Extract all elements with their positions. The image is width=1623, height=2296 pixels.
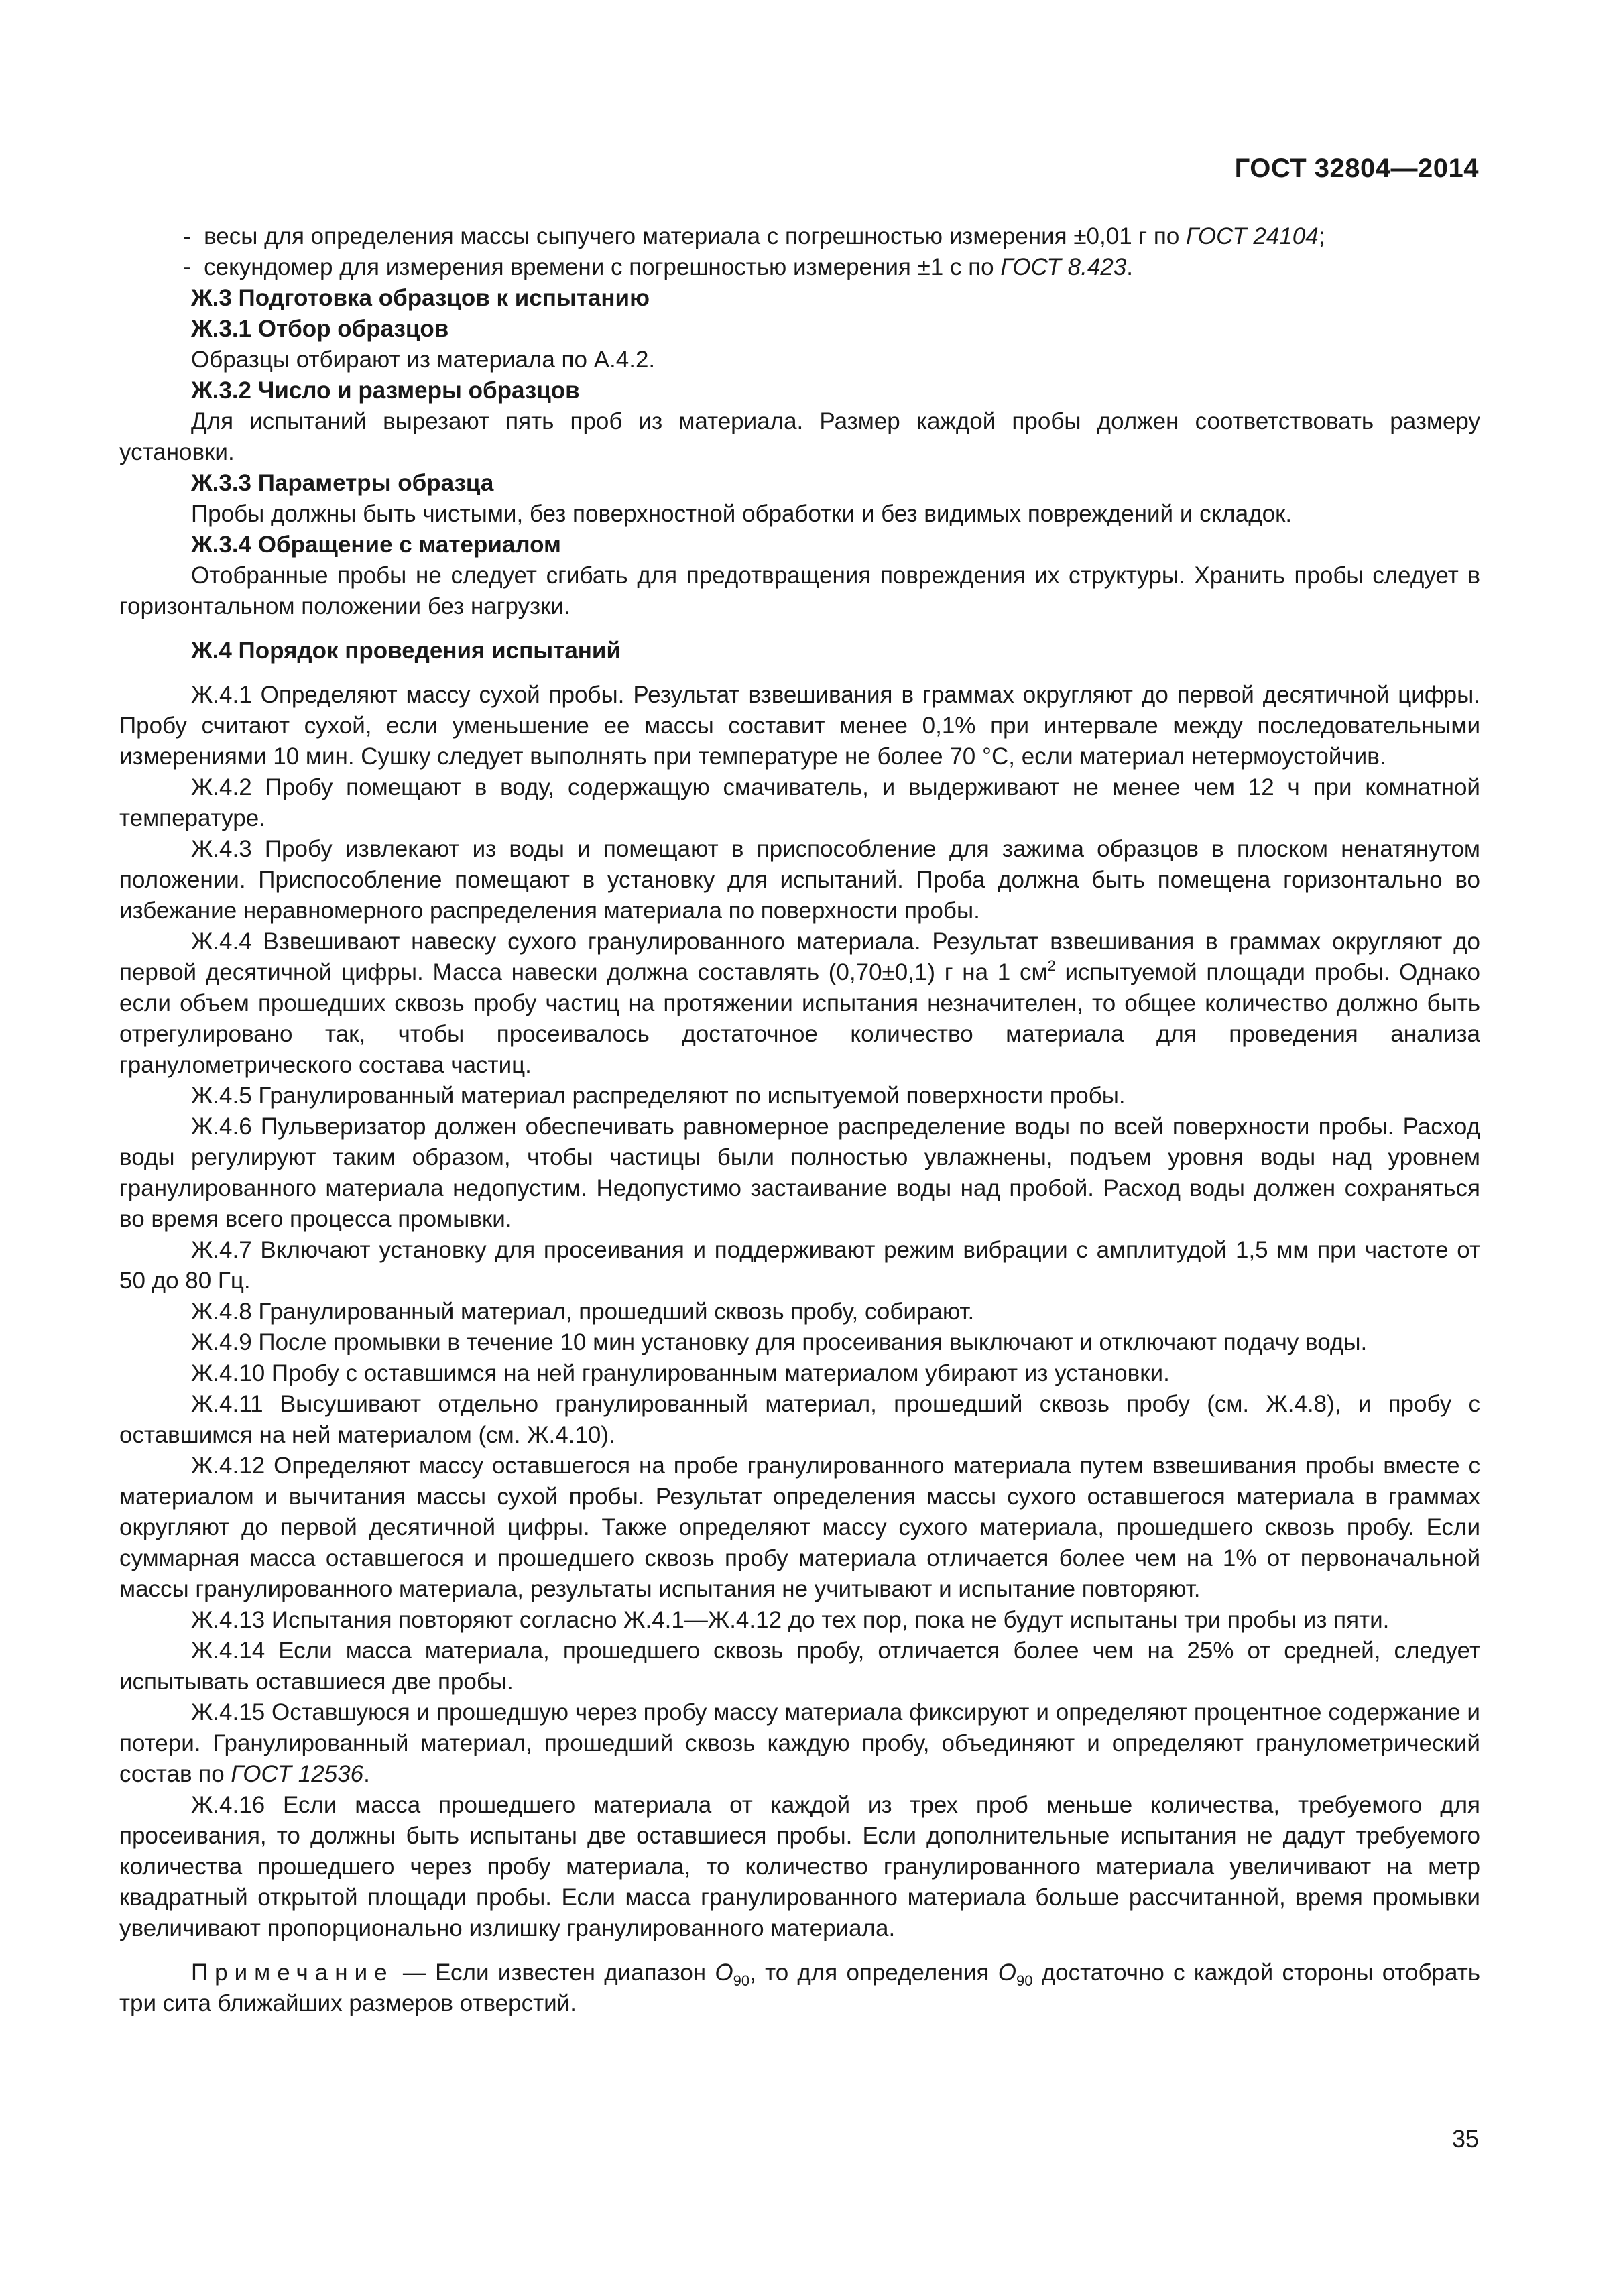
standard-reference: ГОСТ 8.423 [1000, 254, 1127, 280]
paragraph: Ж.4.9 После промывки в течение 10 мин установку для просеивания выключают и отключают подачу воды. [191, 1329, 1368, 1355]
note: Примечание — Если известен диапазон $O_{90}$, то для определения $O_{90}$ достаточно с каждой стороны отобрать три сита ближайших размеров отверстий. [119, 1959, 1480, 2016]
note-label: Примечание [191, 1959, 394, 1986]
paragraph: Ж.4.8 Гранулированный материал, прошедший сквозь пробу, собирают. [191, 1298, 975, 1325]
paragraph: Ж.4.11 Высушивают отдельно гранулированный материал, прошедший сквозь пробу (см. Ж.4.8), и пробу с оставшимся на ней материалом (см. Ж.4.10). [119, 1391, 1480, 1448]
standard-reference: ГОСТ 24104 [1186, 223, 1319, 249]
section-heading: Ж.4 Порядок проведения испытаний [191, 638, 621, 664]
paragraph: Ж.4.15 Оставшуюся и прошедшую через пробу массу материала фиксируют и определяют процентное содержание и потери. Гранулированный материал, прошедший сквозь каждую пробу, объединяют и определяют гранулометрический состав по ГОСТ 12536. [119, 1699, 1480, 1787]
paragraph: Для испытаний вырезают пять проб из материала. Размер каждой пробы должен соответствовать размеру установки. [119, 408, 1480, 465]
document-header: ГОСТ 32804—2014 [1234, 154, 1479, 183]
list-item: - весы для определения массы сыпучего материала с погрешностью измерения ±0,01 г по ГОСТ 24104; [183, 223, 1325, 249]
section-heading: Ж.3.3 Параметры образца [191, 470, 494, 496]
paragraph: Ж.4.16 Если масса прошедшего материала от каждой из трех проб меньше количества, требуемого для просеивания, то должны быть испытаны две оставшиеся пробы. Если дополнительные испытания не дадут требуемого количества прошедшего через пробу материала, то количество гранулированного материала увеличивают на метр квадратный открытой площади пробы. Если масса гранулированного материала больше рассчитанной, время промывки увеличивают пропорционально излишку гранулированного материала. [119, 1792, 1480, 1941]
paragraph: Ж.4.12 Определяют массу оставшегося на пробе гранулированного материала путем взвешивания пробы вместе с материалом и вычитания массы сухой пробы. Результат определения массы сухого оставшегося материала в граммах округляют до первой десятичной цифры. Также определяют массу сухого материала, прошедшего сквозь пробу. Если суммарная масса оставшегося и прошедшего сквозь пробу материала отличается более чем на 1% от первоначальной массы гранулированного материала, результаты испытания не учитывают и испытание повторяют. [119, 1453, 1480, 1602]
paragraph: Ж.4.7 Включают установку для просеивания и поддерживают режим вибрации с амплитудой 1,5 мм при частоте от 50 до 80 Гц. [119, 1237, 1480, 1294]
paragraph: Ж.4.3 Пробу извлекают из воды и помещают в приспособление для зажима образцов в плоском ненатянутом положении. Приспособление помещают в установку для испытаний. Проба должна быть помещена горизонтально во избежание неравномерного распределения материала по поверхности пробы. [119, 836, 1480, 924]
paragraph: Отобранные пробы не следует сгибать для предотвращения повреждения их структуры. Хранить пробы следует в горизонтальном положении без нагрузки. [119, 562, 1480, 619]
standard-reference: ГОСТ 12536 [231, 1761, 364, 1787]
paragraph: Ж.4.14 Если масса материала, прошедшего сквозь пробу, отличается более чем на 25% от средней, следует испытывать оставшиеся две пробы. [119, 1638, 1480, 1695]
list-item: - секундомер для измерения времени с погрешностью измерения ±1 с по ГОСТ 8.423. [183, 254, 1133, 280]
paragraph: Ж.4.5 Гранулированный материал распределяют по испытуемой поверхности пробы. [191, 1083, 1126, 1109]
paragraph: Ж.4.10 Пробу с оставшимся на ней гранулированным материалом убирают из установки. [191, 1360, 1170, 1386]
paragraph: Ж.4.13 Испытания повторяют согласно Ж.4.1—Ж.4.12 до тех пор, пока не будут испытаны три пробы из пяти. [191, 1607, 1390, 1633]
section-heading: Ж.3 Подготовка образцов к испытанию [191, 285, 650, 311]
page-number: 35 [1451, 2125, 1479, 2153]
section-heading: Ж.3.4 Обращение с материалом [191, 532, 561, 558]
paragraph: Ж.4.4 Взвешивают навеску сухого гранулированного материала. Результат взвешивания в граммах округляют до первой десятичной цифры. Масса навески должна составлять (0,70±0,1) г на 1 $см^2$ испытуемой площади пробы. Однако если объем прошедших сквозь пробу частиц на протяжении испытания незначителен, то общее количество должно быть отрегулировано так, чтобы просеивалось достаточное количество материала для проведения анализа гранулометрического состава частиц. [119, 928, 1480, 1078]
document-body [119, 221, 1480, 2019]
paragraph: Пробы должны быть чистыми, без поверхностной обработки и без видимых повреждений и складок. [191, 501, 1293, 527]
section-heading: Ж.3.1 Отбор образцов [191, 316, 449, 342]
paragraph: Ж.4.6 Пульверизатор должен обеспечивать равномерное распределение воды по всей поверхности пробы. Расход воды регулируют таким образом, чтобы частицы были полностью увлажнены, подъем уровня воды над уровнем гранулированного материала недопустим. Недопустимо застаивание воды над пробой. Расход воды должен сохраняться во время всего процесса промывки. [119, 1113, 1480, 1232]
paragraph: Ж.4.1 Определяют массу сухой пробы. Результат взвешивания в граммах округляют до первой десятичной цифры. Пробу считают сухой, если уменьшение ее массы составит менее 0,1% при интервале между последовательными измерениями 10 мин. Сушку следует выполнять при температуре не более 70 °С, если материал нетермоустойчив. [119, 682, 1480, 770]
section-heading: Ж.3.2 Число и размеры образцов [191, 377, 580, 404]
paragraph: Образцы отбирают из материала по А.4.2. [191, 347, 656, 373]
paragraph: Ж.4.2 Пробу помещают в воду, содержащую смачиватель, и выдерживают не менее чем 12 ч при комнатной температуре. [119, 774, 1480, 831]
